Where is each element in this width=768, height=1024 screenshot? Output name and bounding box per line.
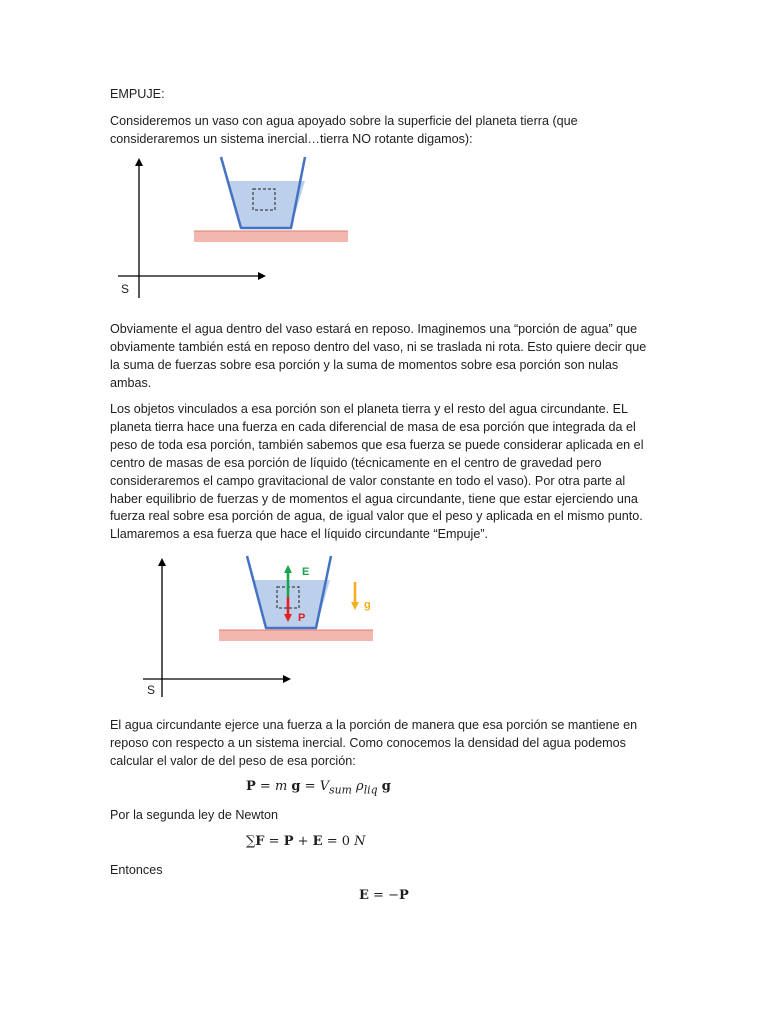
equation-weight: P = m $g = V_{sum}$ $\rho_{liq}$ g (246, 779, 391, 797)
paragraph-5: Entonces (110, 863, 163, 877)
table-surface (194, 231, 348, 242)
axis-label-s: S (121, 282, 130, 296)
figure-vessel-2 (0, 553, 768, 697)
label-E: E (302, 566, 310, 578)
equation-newton: ∑F = P + E = 0 N (246, 834, 366, 849)
heading: EMPUJE: (110, 87, 165, 101)
equation-result: E = −P (359, 888, 409, 903)
paragraph-2: Los objetos vinculados a esa porción son el planeta tierra y el resto del agua circundante. EL planeta tierra hace una fuerza en cada diferencial de masa de esa porción que integrada da el peso de toda esa porción, también sabemos que esa fuerza se puede considerar aplicada en el centro de masas de esa porción de líquido (técnicamente en el centro de gravedad pero consideraremos el campo gravitacional de valor constante en todo el vaso). Por otra parte al haber equilibrio de fuerzas y de momentos el agua circundante, tiene que estar ejerciendo una fuerza real sobre esa porción de agua, de igual valor que el peso y aplicada en el mismo punto. Llamaremos a esa fuerza que hace el líquido circundante “Empuje”. (110, 402, 644, 542)
paragraph-4: Por la segunda ley de Newton (110, 808, 279, 822)
paragraph-1: Obviamente el agua dentro del vaso estará en reposo. Imaginemos una “porción de agua” que obviamente también está en reposo dentro del vaso, ni se traslada ni rota. Esto quiere decir que la suma de fuerzas sobre esa porción y la suma de momentos sobre esa porción son nulas ambas. (110, 322, 647, 390)
intro-paragraph: Consideremos un vaso con agua apoyado sobre la superficie del planeta tierra (que consideraremos un sistema inercial…tierra NO rotante digamos): (110, 114, 578, 146)
table-surface (219, 630, 373, 641)
axis-label-s: S (147, 683, 156, 697)
figure-vessel-1 (0, 0, 768, 310)
paragraph-3: El agua circundante ejerce una fuerza a la porción de manera que esa porción se mantiene en reposo con respecto a un sistema inercial. Como conocemos la densidad del agua podemos calcular el valor de del peso de esa porción: (110, 718, 638, 768)
label-g: g (364, 599, 371, 611)
label-P: P (298, 612, 306, 624)
